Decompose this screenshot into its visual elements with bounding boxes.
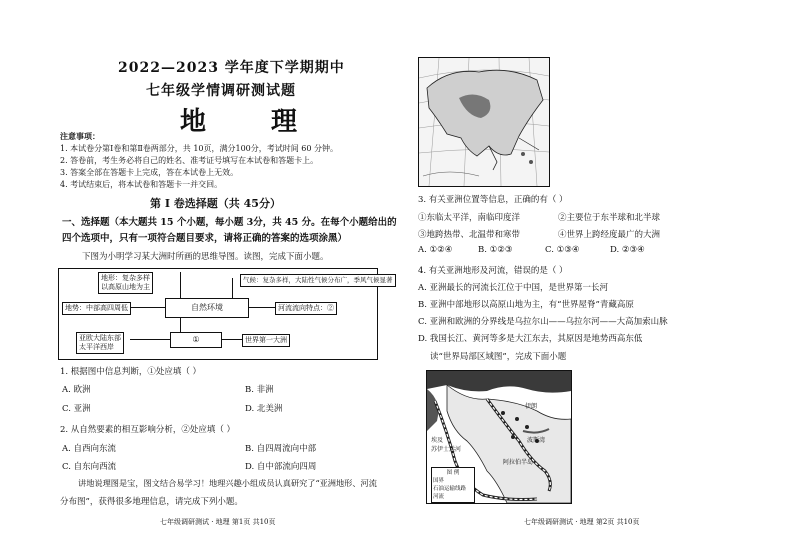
terrain-node: 地形：复杂多样 以高原山地为主: [98, 272, 153, 294]
map-legend: 图 例 国界 石油运输线路 河流: [431, 467, 475, 503]
q3-statement-1: ①东临太平洋，南临印度洋: [418, 213, 521, 223]
q4-option-d: D. 我国长江、黄河等多是大江东去，其原因是地势西高东低: [418, 334, 643, 344]
notice-title: 注意事项：: [60, 131, 100, 141]
part1-heading: 第 Ⅰ 卷选择题（共 45分）: [150, 197, 281, 210]
location-node: 亚欧大陆东部 太平洋西岸: [76, 332, 124, 354]
asia-map: [418, 57, 550, 187]
section-instruction-2: 四个选项中，只有一项符合题目要求，请将正确的答案的选项涂黑）: [62, 233, 348, 244]
middle-east-map: [426, 370, 572, 504]
label-arabian-peninsula: 阿拉伯半岛: [503, 459, 534, 466]
story-line-1: 讲地说理图是宝，图文结合易学习！地理兴趣小组成员认真研究了“亚洲地形、河流: [78, 478, 377, 488]
section-instruction-1: 一、选择题（本大题共 15 个小题，每小题 3分，共 45 分。在每个小题给出的: [62, 217, 397, 228]
q4-option-b: B. 亚洲中部地形以高原山地为主，有“世界屋脊”青藏高原: [418, 300, 634, 310]
relief-node: 地势：中部高四周低: [62, 302, 131, 315]
q2-option-c: C. 自东向西流: [62, 462, 117, 472]
story-line-2: 分布图”，获得很多地理信息，请完成下列小题。: [60, 497, 243, 507]
q2-option-d: D. 自中部流向四周: [245, 462, 317, 472]
label-iran: 伊朗: [525, 403, 538, 410]
asia-map-graphic: [419, 58, 549, 186]
notice-item: 4. 考试结束后，将本试卷和答题卡一并交回。: [60, 180, 223, 189]
notice-item: 2. 答卷前，考生务必将自己的姓名、准考证号填写在本试卷和答题卡上。: [60, 156, 319, 165]
exam-year-title: 2022—2023 学年度下学期期中: [118, 60, 345, 76]
q3-statement-2: ②主要位于东半球和北半球: [558, 213, 661, 223]
river-node: 河流流向特点：②: [275, 302, 337, 315]
q3-option-d: D. ②③④: [610, 245, 645, 255]
label-suez-canal: 苏伊士运河: [431, 446, 462, 453]
q1-stem: 1. 根据图中信息判断，①处应填（ ）: [60, 367, 202, 377]
mindmap-intro: 下图为小明学习某大洲时所画的思维导图。读图，完成下面小题。: [82, 252, 329, 262]
q2-option-a: A. 自西向东流: [62, 444, 117, 454]
q3-option-c: C. ①③④: [545, 245, 580, 255]
subject-title: 地 理: [180, 107, 326, 137]
blank-node-1: ①: [170, 332, 222, 348]
map2-intro: 读“世界局部区域图”，完成下面小题: [430, 352, 567, 362]
notice-item: 3. 答案全部在答题卡上完成，答在本试卷上无效。: [60, 168, 239, 177]
size-node: 世界第一大洲: [242, 334, 290, 347]
footer-left: 七年级调研测试 · 地理 第1页 共10页: [160, 518, 276, 526]
q3-stem: 3. 有关亚洲位置等信息，正确的有（ ）: [418, 195, 568, 205]
q2-option-b: B. 自四周流向中部: [245, 444, 317, 454]
q3-statement-3: ③地跨热带、北温带和寒带: [418, 230, 521, 240]
q1-option-a: A. 欧洲: [62, 385, 91, 395]
exam-name-title: 七年级学情调研测试题: [146, 83, 296, 99]
q1-option-d: D. 北美洲: [245, 404, 283, 414]
label-persian-gulf: 波斯湾: [527, 437, 546, 444]
q4-option-a: A. 亚洲最长的河流长江位于中国，是世界第一长河: [418, 283, 609, 293]
notice-item: 1. 本试卷分第Ⅰ卷和第Ⅱ卷两部分，共 10页，满分100分，考试时间 60 分钟。: [60, 144, 339, 153]
climate-node: 气候：复杂多样，大陆性气候分布广，季风气候显著: [240, 274, 396, 287]
q3-option-b: B. ①②③: [478, 245, 513, 255]
q3-option-a: A. ①②④: [418, 245, 453, 255]
q3-statement-4: ④世界上跨经度最广的大洲: [558, 230, 661, 240]
center-node: 自然环境: [165, 298, 249, 318]
q4-stem: 4. 有关亚洲地形及河流，错误的是（ ）: [418, 266, 568, 276]
q1-option-c: C. 亚洲: [62, 404, 91, 414]
q4-option-c: C. 亚洲和欧洲的分界线是乌拉尔山——乌拉尔河——大高加索山脉: [418, 317, 668, 327]
footer-right: 七年级调研测试 · 地理 第2页 共10页: [524, 518, 640, 526]
q2-stem: 2. 从自然要素的相互影响分析，②处应填（ ）: [60, 425, 236, 435]
q1-option-b: B. 非洲: [245, 385, 274, 395]
label-egypt: 埃及: [431, 437, 444, 444]
